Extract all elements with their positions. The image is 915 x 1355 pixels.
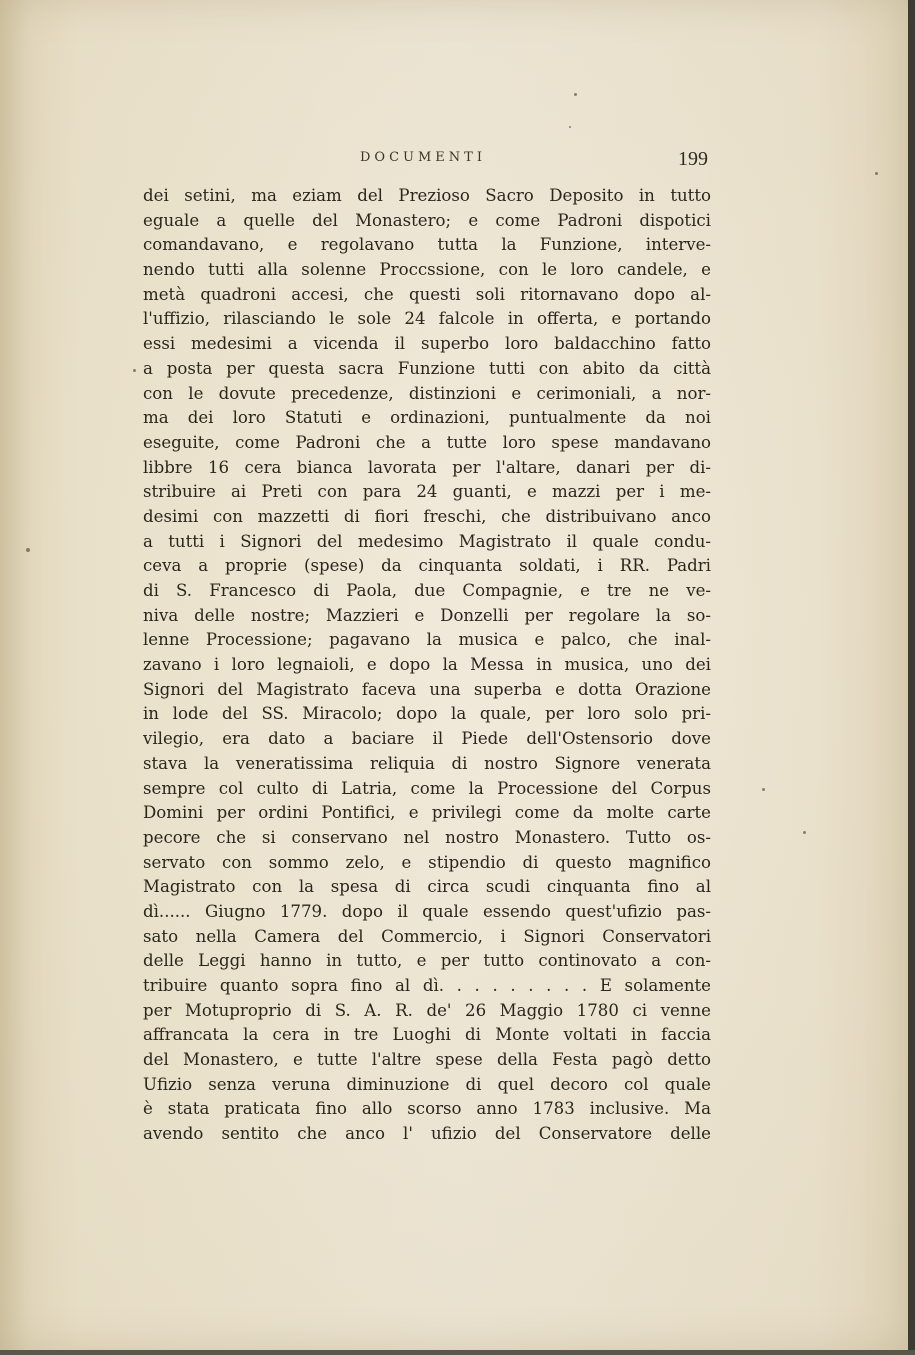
scan-edge-right (908, 0, 915, 1355)
text-line: nendo tutti alla solenne Proccssione, con le loro candele, e (143, 260, 711, 280)
text-line: in lode del SS. Miracolo; dopo la quale, per loro solo pri- (143, 704, 711, 724)
text-line: Ufizio senza veruna diminuzione di quel decoro col quale (143, 1074, 711, 1094)
text-line: libbre 16 cera bianca lavorata per l'altare, danari per di- (143, 457, 711, 477)
text-line: Magistrato con la spesa di circa scudi cinquanta fino al (143, 877, 711, 897)
text-line: a posta per questa sacra Funzione tutti con abito da città (143, 358, 711, 378)
text-line: del Monastero, e tutte l'altre spese della Festa pagò detto (143, 1050, 711, 1070)
body-text (143, 184, 711, 1147)
text-line: affrancata la cera in tre Luoghi di Monte voltati in faccia (143, 1025, 711, 1045)
paper-speck (133, 369, 136, 372)
paper-speck (803, 831, 806, 834)
scan-edge-bottom (0, 1350, 915, 1355)
running-head (0, 148, 908, 172)
paper-speck (569, 126, 571, 128)
text-line: tribuire quanto sopra fino al dì. . . . . . . . . E solamente (143, 976, 711, 995)
text-line: essi medesimi a vicenda il superbo loro baldacchino fatto (143, 334, 711, 354)
text-line: delle Leggi hanno in tutto, e per tutto continovato a con- (143, 951, 711, 971)
text-line: servato con sommo zelo, e stipendio di questo magnifico (143, 852, 711, 872)
text-line: desimi con mazzetti di fiori freschi, che distribuivano anco (143, 506, 711, 526)
text-line: Signori del Magistrato faceva una superba e dotta Orazione (143, 679, 711, 699)
text-line: eseguite, come Padroni che a tutte loro spese mandavano (143, 432, 711, 452)
text-line: con le dovute precedenze, distinzioni e cerimoniali, a nor- (143, 383, 711, 403)
text-line: a tutti i Signori del medesimo Magistrato il quale condu- (143, 531, 711, 551)
text-line: dì...... Giugno 1779. dopo il quale essendo quest'ufizio pas- (143, 901, 711, 921)
text-line: ma dei loro Statuti e ordinazioni, puntualmente da noi (143, 408, 711, 428)
text-line: avendo sentito che anco l' ufizio del Conservatore delle (143, 1124, 711, 1144)
paper-speck (26, 548, 30, 552)
text-line: dei setini, ma eziam del Prezioso Sacro Deposito in tutto (143, 186, 711, 205)
text-line: stribuire ai Preti con para 24 guanti, e mazzi per i me- (143, 482, 711, 502)
paper-speck (762, 788, 765, 791)
text-line: metà quadroni accesi, che questi soli ritornavano dopo al- (143, 284, 711, 304)
text-line: sato nella Camera del Commercio, i Signori Conservatori (143, 926, 711, 946)
text-line: pecore che si conservano nel nostro Monastero. Tutto os- (143, 827, 711, 847)
text-line: comandavano, e regolavano tutta la Funzione, interve- (143, 235, 711, 255)
text-line: niva delle nostre; Mazzieri e Donzelli per regolare la so- (143, 605, 711, 625)
page-number: 199 (678, 148, 708, 170)
text-line: vilegio, era dato a baciare il Piede dell'Ostensorio dove (143, 729, 711, 749)
text-line: è stata praticata fino allo scorso anno 1783 inclusive. Ma (143, 1099, 711, 1119)
text-line: l'uffizio, rilasciando le sole 24 falcole in offerta, e portando (143, 309, 711, 329)
text-line: lenne Processione; pagavano la musica e palco, che inal- (143, 630, 711, 650)
text-line: stava la veneratissima reliquia di nostro Signore venerata (143, 753, 711, 773)
text-line: di S. Francesco di Paola, due Compagnie, e tre ne ve- (143, 581, 711, 600)
text-line: Domini per ordini Pontifici, e privilegi come da molte carte (143, 803, 711, 823)
text-line: zavano i loro legnaioli, e dopo la Messa in musica, uno dei (143, 655, 711, 675)
text-line: sempre col culto di Latria, come la Processione del Corpus (143, 778, 711, 798)
text-line: per Motuproprio di S. A. R. de' 26 Maggio 1780 ci venne (143, 1000, 711, 1020)
running-head-title: DOCUMENTI (360, 150, 486, 165)
text-line: ceva a proprie (spese) da cinquanta soldati, i RR. Padri (143, 556, 711, 576)
paper-speck (574, 93, 577, 96)
paper-speck (875, 172, 878, 175)
text-line: eguale a quelle del Monastero; e come Padroni dispotici (143, 210, 711, 230)
